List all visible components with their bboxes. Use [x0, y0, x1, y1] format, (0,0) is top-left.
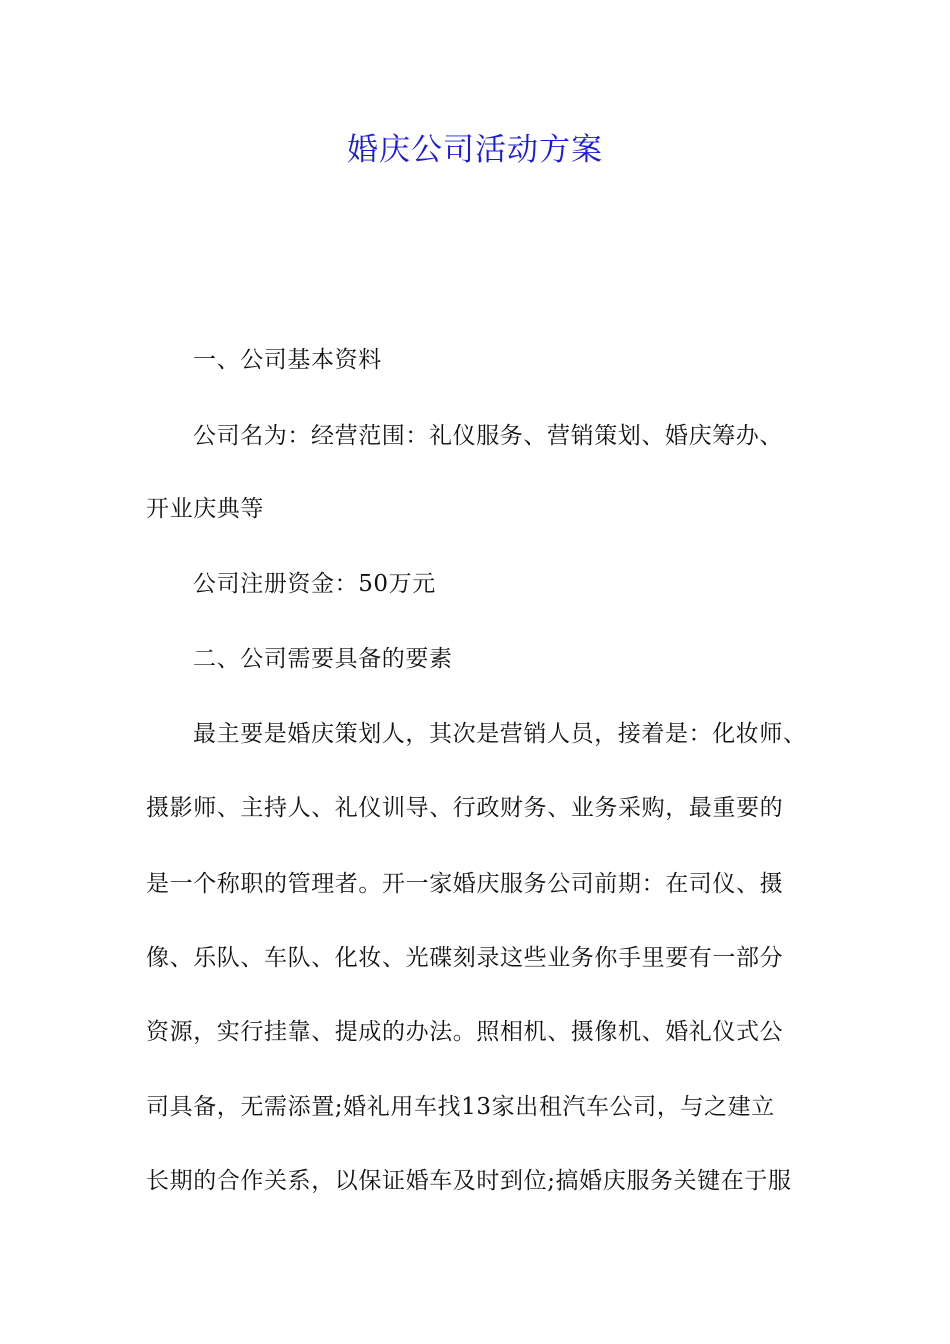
paragraph-line: 公司名为：经营范围：礼仪服务、营销策划、婚庆筹办、 — [193, 423, 783, 449]
paragraph-line: 司具备，无需添置;婚礼用车找13家出租汽车公司，与之建立 — [146, 1094, 775, 1120]
section-heading-requirements: 二、公司需要具备的要素 — [193, 646, 453, 672]
paragraph-line: 摄影师、主持人、礼仪训导、行政财务、业务采购，最重要的 — [146, 795, 784, 821]
document-title: 婚庆公司活动方案 — [347, 132, 603, 168]
section-heading-basic-info: 一、公司基本资料 — [193, 347, 382, 373]
paragraph-line: 公司注册资金：50万元 — [193, 571, 436, 597]
paragraph-line: 最主要是婚庆策划人，其次是营销人员，接着是：化妆师、 — [193, 721, 807, 747]
paragraph-line: 资源，实行挂靠、提成的办法。照相机、摄像机、婚礼仪式公 — [146, 1019, 784, 1045]
paragraph-line: 像、乐队、车队、化妆、光碟刻录这些业务你手里要有一部分 — [146, 945, 784, 971]
paragraph-line: 开业庆典等 — [146, 496, 264, 522]
paragraph-line: 是一个称职的管理者。开一家婚庆服务公司前期：在司仪、摄 — [146, 871, 784, 897]
paragraph-line: 长期的合作关系，以保证婚车及时到位;搞婚庆服务关键在于服 — [146, 1168, 792, 1194]
